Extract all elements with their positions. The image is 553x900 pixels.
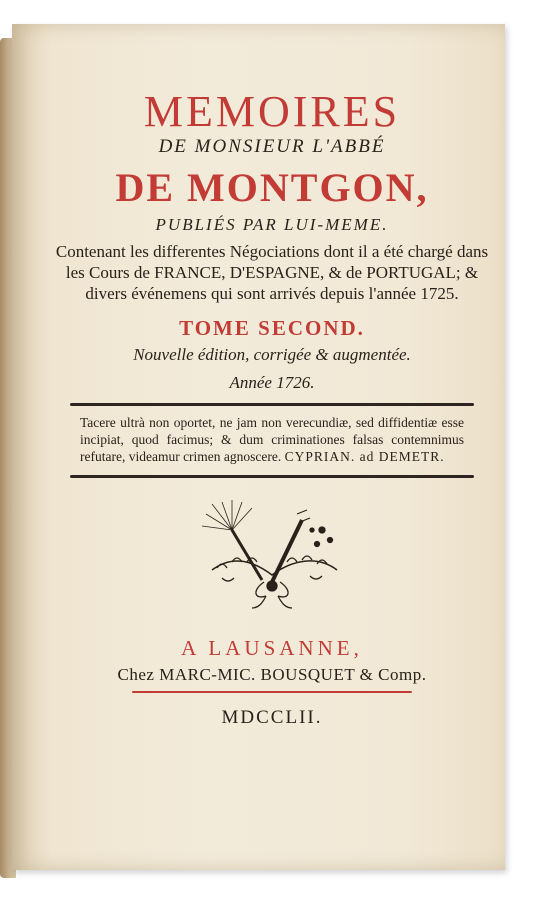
title-subtitle: DE MONSIEUR L'ABBÉ xyxy=(158,136,386,157)
divider-bottom xyxy=(70,475,474,478)
published-line: PUBLIÉS PAR LUI-MEME. xyxy=(155,215,389,234)
publication-year: MDCCLII. xyxy=(221,707,323,728)
title-name: DE MONTGON, xyxy=(115,165,429,210)
epigraph-text: Tacere ultrà non oportet, ne jam non verecundiæ, sed diffidentiæ esse incipiat, quod facimus; & dum criminationes falsas contemnimus refutare, videamur crimen agnoscere. xyxy=(80,415,464,464)
publisher-line: Chez MARC-MIC. BOUSQUET & Comp. xyxy=(117,665,427,684)
tome-label: TOME SECOND. xyxy=(179,316,365,340)
place-of-publication: A LAUSANNE, xyxy=(181,636,363,660)
year-of-original: Année 1726. xyxy=(229,373,315,392)
epigraph xyxy=(80,414,464,465)
title-main: MEMOIRES xyxy=(143,87,401,136)
title-page xyxy=(12,24,505,870)
epigraph-source: CYPRIAN. ad DEMETR. xyxy=(284,449,445,464)
description-text: Contenant les differentes Négociations dont il a été chargé dans les Cours de FRANCE, D'ESPAGNE, & de PORTUGAL; & divers événemens qui sont arrivés depuis l'année 1725. xyxy=(55,242,489,303)
divider-top xyxy=(70,403,474,406)
edition-line: Nouvelle édition, corrigée & augmentée. xyxy=(133,345,411,364)
torch-quiver-garland-ornament-icon xyxy=(192,500,352,610)
title-page-content xyxy=(52,80,492,729)
red-divider xyxy=(132,691,412,693)
